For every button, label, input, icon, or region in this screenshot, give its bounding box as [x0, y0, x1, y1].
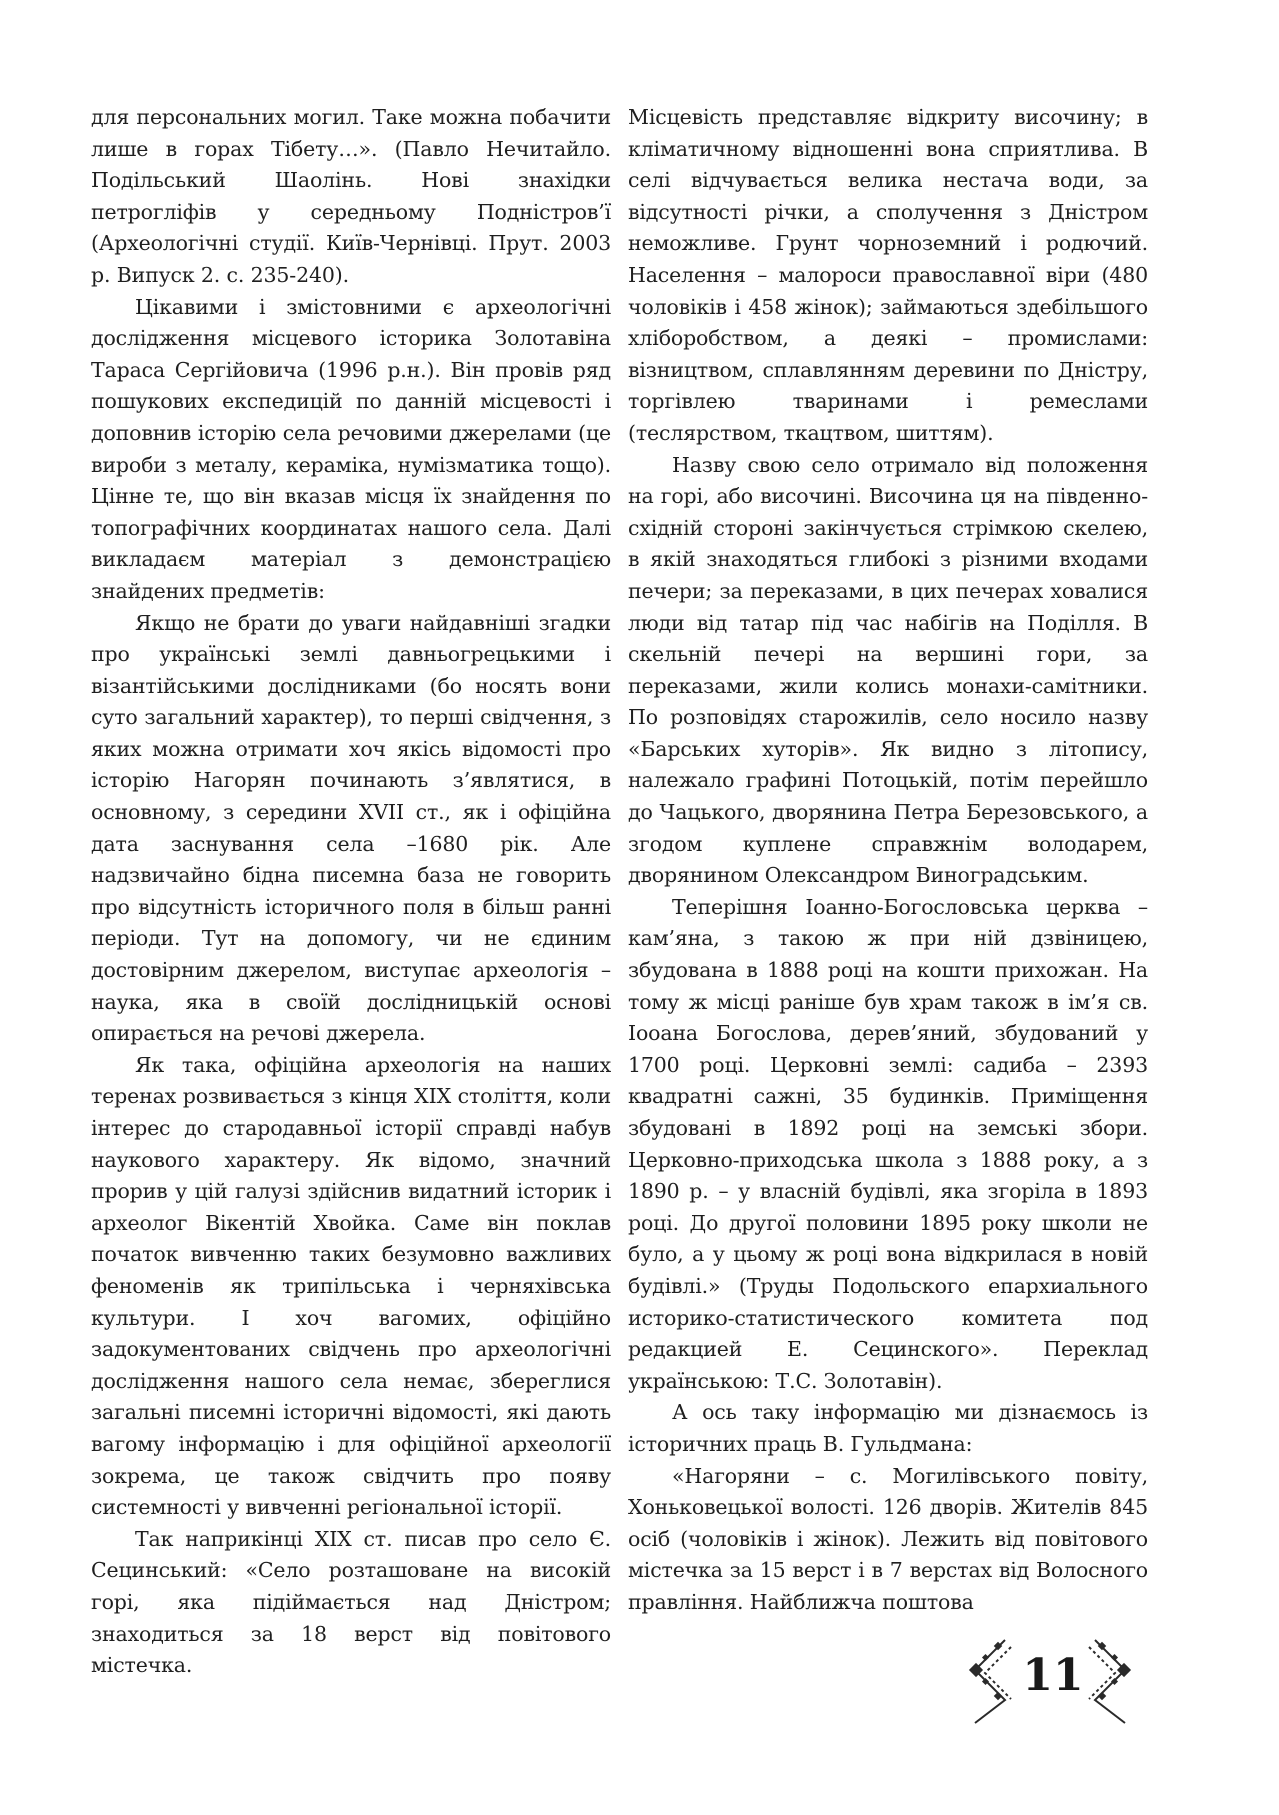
paragraph: «Нагоряни – с. Могилівського повіту, Хоньковецької волості. 126 дворів. Жителів 845 осіб (чоловіків і жінок). Лежить від повітового містечка за 15 верст і в 7 верстах від Волосного правління. Найближча поштова	[628, 1463, 1148, 1614]
paragraph: Назву свою село отримало від положення на горі, або височині. Височина ця на південно-східній стороні закінчується стрімкою скелею, в якій знаходяться глибокі з різними входами печери; за переказами, в цих печерах ховалися люди від татар під час набігів на Поділля. В скельній печері на вершині гори, за переказами, жили колись монахи-самітники. По розповідях старожилів, село носило назву «Барських хуторів». Як видно з літопису, належало графині Потоцькій, потім перейшло до Чацького, дворянина Петра Березовського, а згодом куплене справжнім володарем, дворянином Олександром Виноградським.	[628, 452, 1148, 888]
paragraph: Теперішня Іоанно-Богословська церква – кам’яна, з такою ж при ній дзвіницею, збудована в 1888 році на кошти прихожан. На тому ж місці раніше був храм також в ім’я св. Іооана Богослова, дерев’яний, збудований у 1700 році. Церковні землі: садиба – 2393 квадратні сажні, 35 будинків. Приміщення збудовані в 1892 році на земські збори. Церковно-приходська школа з 1888 року, а з 1890 р. – у власній будівлі, яка згоріла в 1893 році. До другої половини 1895 року школи не було, а у цьому ж році вона відкрилася в новій будівлі.» (Труды Подольского епархиального историко-статистического комитета под редакцией Е. Сецинского». Переклад українською: Т.С. Золотавін).	[628, 894, 1148, 1393]
paragraph: А ось таку інформацію ми дізнаємось із історичних праць В. Гульдмана:	[628, 1400, 1148, 1456]
paragraph: для персональних могил. Таке можна побачити лише в горах Тібету…». (Павло Нечитайло. Подільський Шаолінь. Нові знахідки петрогліфів у середньому Подністров’ї (Археологічні студії. Київ-Чернівці. Прут. 2003 р. Випуск 2. с. 235-240).	[91, 105, 611, 287]
paragraph: Місцевість представляє відкриту височину; в кліматичному відношенні вона сприятлива. В селі відчувається велика нестача води, за відсутності річки, а сполучення з Дністром неможливе. Грунт чорноземний і родючий. Населення – малороси православної віри (480 чоловіків і 458 жінок); займаються здебільшого хліборобством, а деякі – промислами: візництвом, сплавлянням деревини по Дністру, торгівлею тваринами і ремеслами (теслярством, ткацтвом, шиттям).	[628, 105, 1148, 445]
paragraph: Як така, офіційна археологія на наших теренах розвивається з кінця XIX століття, коли інтерес до стародавньої історії справді набув наукового характеру. Як відомо, значний прорив у цій галузі здійснив видатний історик і археолог Вікентій Хвойка. Саме він поклав початок вивченню таких безумовно важливих феноменів як трипільська і черняхівська культури. І хоч вагомих, офіційно задокументованих свідчень про археологічні дослідження нашого села немає, збереглися загальні писемні історичні відомості, які дають вагому інформацію і для офіційної археології зокрема, це також свідчить про появу системності у вивченні регіональної історії.	[91, 1052, 611, 1520]
embroidery-ornament-icon	[965, 1635, 1015, 1725]
embroidery-ornament-icon	[1085, 1635, 1135, 1725]
paragraph: Цікавими і змістовними є археологічні дослідження місцевого історика Золотавіна Тараса Сергійовича (1996 р.н.). Він провів ряд пошукових експедицій по данній місцевості і доповнив історію села речовими джерелами (це вироби з металу, кераміка, нумізматика тощо). Цінне те, що він вказав місця їх знайдення по топографічних координатах нашого села. Далі викладаєм матеріал з демонстрацією знайдених предметів:	[91, 294, 611, 603]
right-column	[628, 102, 1148, 1619]
paragraph: Якщо не брати до уваги найдавніші згадки про українські землі давньогрецькими і візантійськими дослідниками (бо носять вони суто загальний характер), то перші свідчення, з яких можна отримати хоч якісь відомості про історію Нагорян починають з’являтися, в основному, з середини XVII ст., як і офіційна дата заснування села –1680 рік. Але надзвичайно бідна писемна база не говорить про відсутність історичного поля в більш ранні періоди. Тут на допомогу, чи не єдиним достовірним джерелом, виступає археологія – наука, яка в своїй дослідницькій основі опирається на речові джерела.	[91, 610, 611, 1046]
left-column	[91, 102, 611, 1682]
paragraph: Так наприкінці XIX ст. писав про село Є. Сецинський: «Село розташоване на високій горі, яка підіймається над Дністром; знаходиться за 18 верст від повітового містечка.	[91, 1526, 611, 1678]
page-number: 11	[1022, 1650, 1084, 1701]
